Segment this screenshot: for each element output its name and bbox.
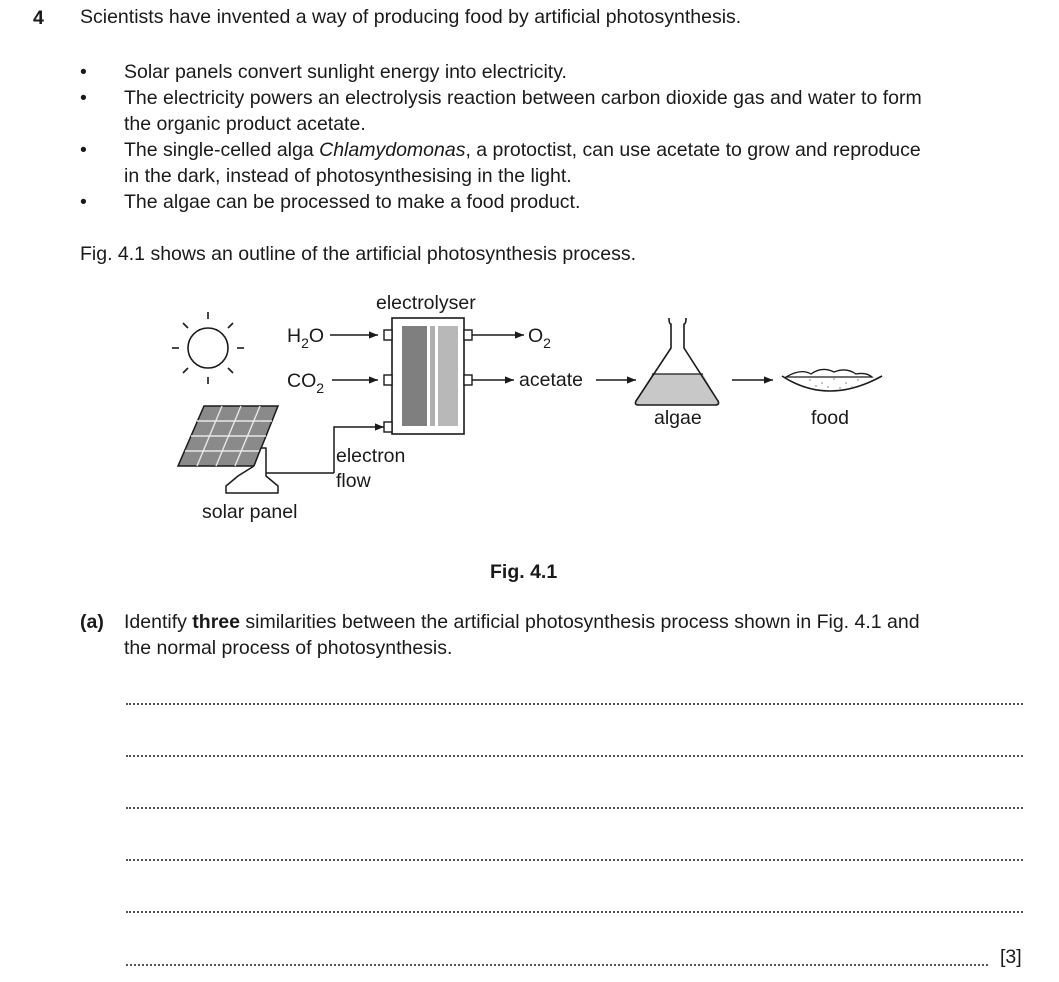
bullet-text: in the dark, instead of photosynthesising in the light. [124, 165, 572, 187]
species-name: Chlamydomonas [319, 139, 466, 161]
question-number: 4 [33, 7, 44, 29]
acetate-label: acetate [519, 369, 583, 391]
bullet-marker: • [80, 191, 87, 213]
electrolyser-label: electrolyser [376, 292, 476, 314]
answer-line[interactable] [126, 703, 1023, 705]
process-diagram [170, 288, 890, 528]
part-a-label: (a) [80, 611, 104, 633]
food-label: food [811, 407, 849, 429]
figure-intro: Fig. 4.1 shows an outline of the artificial photosynthesis process. [80, 243, 637, 265]
co2-label: $CO_2$ [287, 370, 325, 396]
part-a-question: Identify three similarities between the artificial photosynthesis process shown in Fig. 4.1 and [124, 611, 920, 633]
marks-indicator: [3] [1000, 946, 1022, 968]
electrolyser-icon [384, 318, 472, 434]
bullet-text: The algae can be processed to make a food product. [124, 191, 581, 213]
part-a-question: the normal process of photosynthesis. [124, 637, 453, 659]
answer-line[interactable] [126, 964, 988, 966]
bullet-text: Solar panels convert sunlight energy into electricity. [124, 61, 567, 83]
bullet-text: The electricity powers an electrolysis reaction between carbon dioxide gas and water to form [124, 87, 922, 109]
flask-icon [635, 318, 718, 405]
electron-label: electron [336, 445, 406, 467]
flow-label: flow [336, 470, 371, 492]
solar-panel-icon [178, 406, 334, 493]
answer-line[interactable] [126, 859, 1023, 861]
bullet-text: the organic product acetate. [124, 113, 366, 135]
figure-caption: Fig. 4.1 [490, 561, 558, 583]
question-intro: Scientists have invented a way of producing food by artificial photosynthesis. [80, 6, 742, 28]
o2-label: $O_2$ [528, 325, 551, 351]
bullet-marker: • [80, 139, 87, 161]
sun-icon [172, 312, 244, 384]
answer-line[interactable] [126, 911, 1023, 913]
solar-panel-label: solar panel [202, 501, 298, 523]
bullet-text: The single-celled alga Chlamydomonas, a protoctist, can use acetate to grow and reproduce [124, 139, 921, 161]
bullet-marker: • [80, 87, 87, 109]
bullet-marker: • [80, 61, 87, 83]
h2o-label: $H_2O$ [287, 325, 325, 351]
answer-line[interactable] [126, 755, 1023, 757]
answer-line[interactable] [126, 807, 1023, 809]
food-bowl-icon [782, 369, 882, 391]
algae-label: algae [654, 407, 702, 429]
